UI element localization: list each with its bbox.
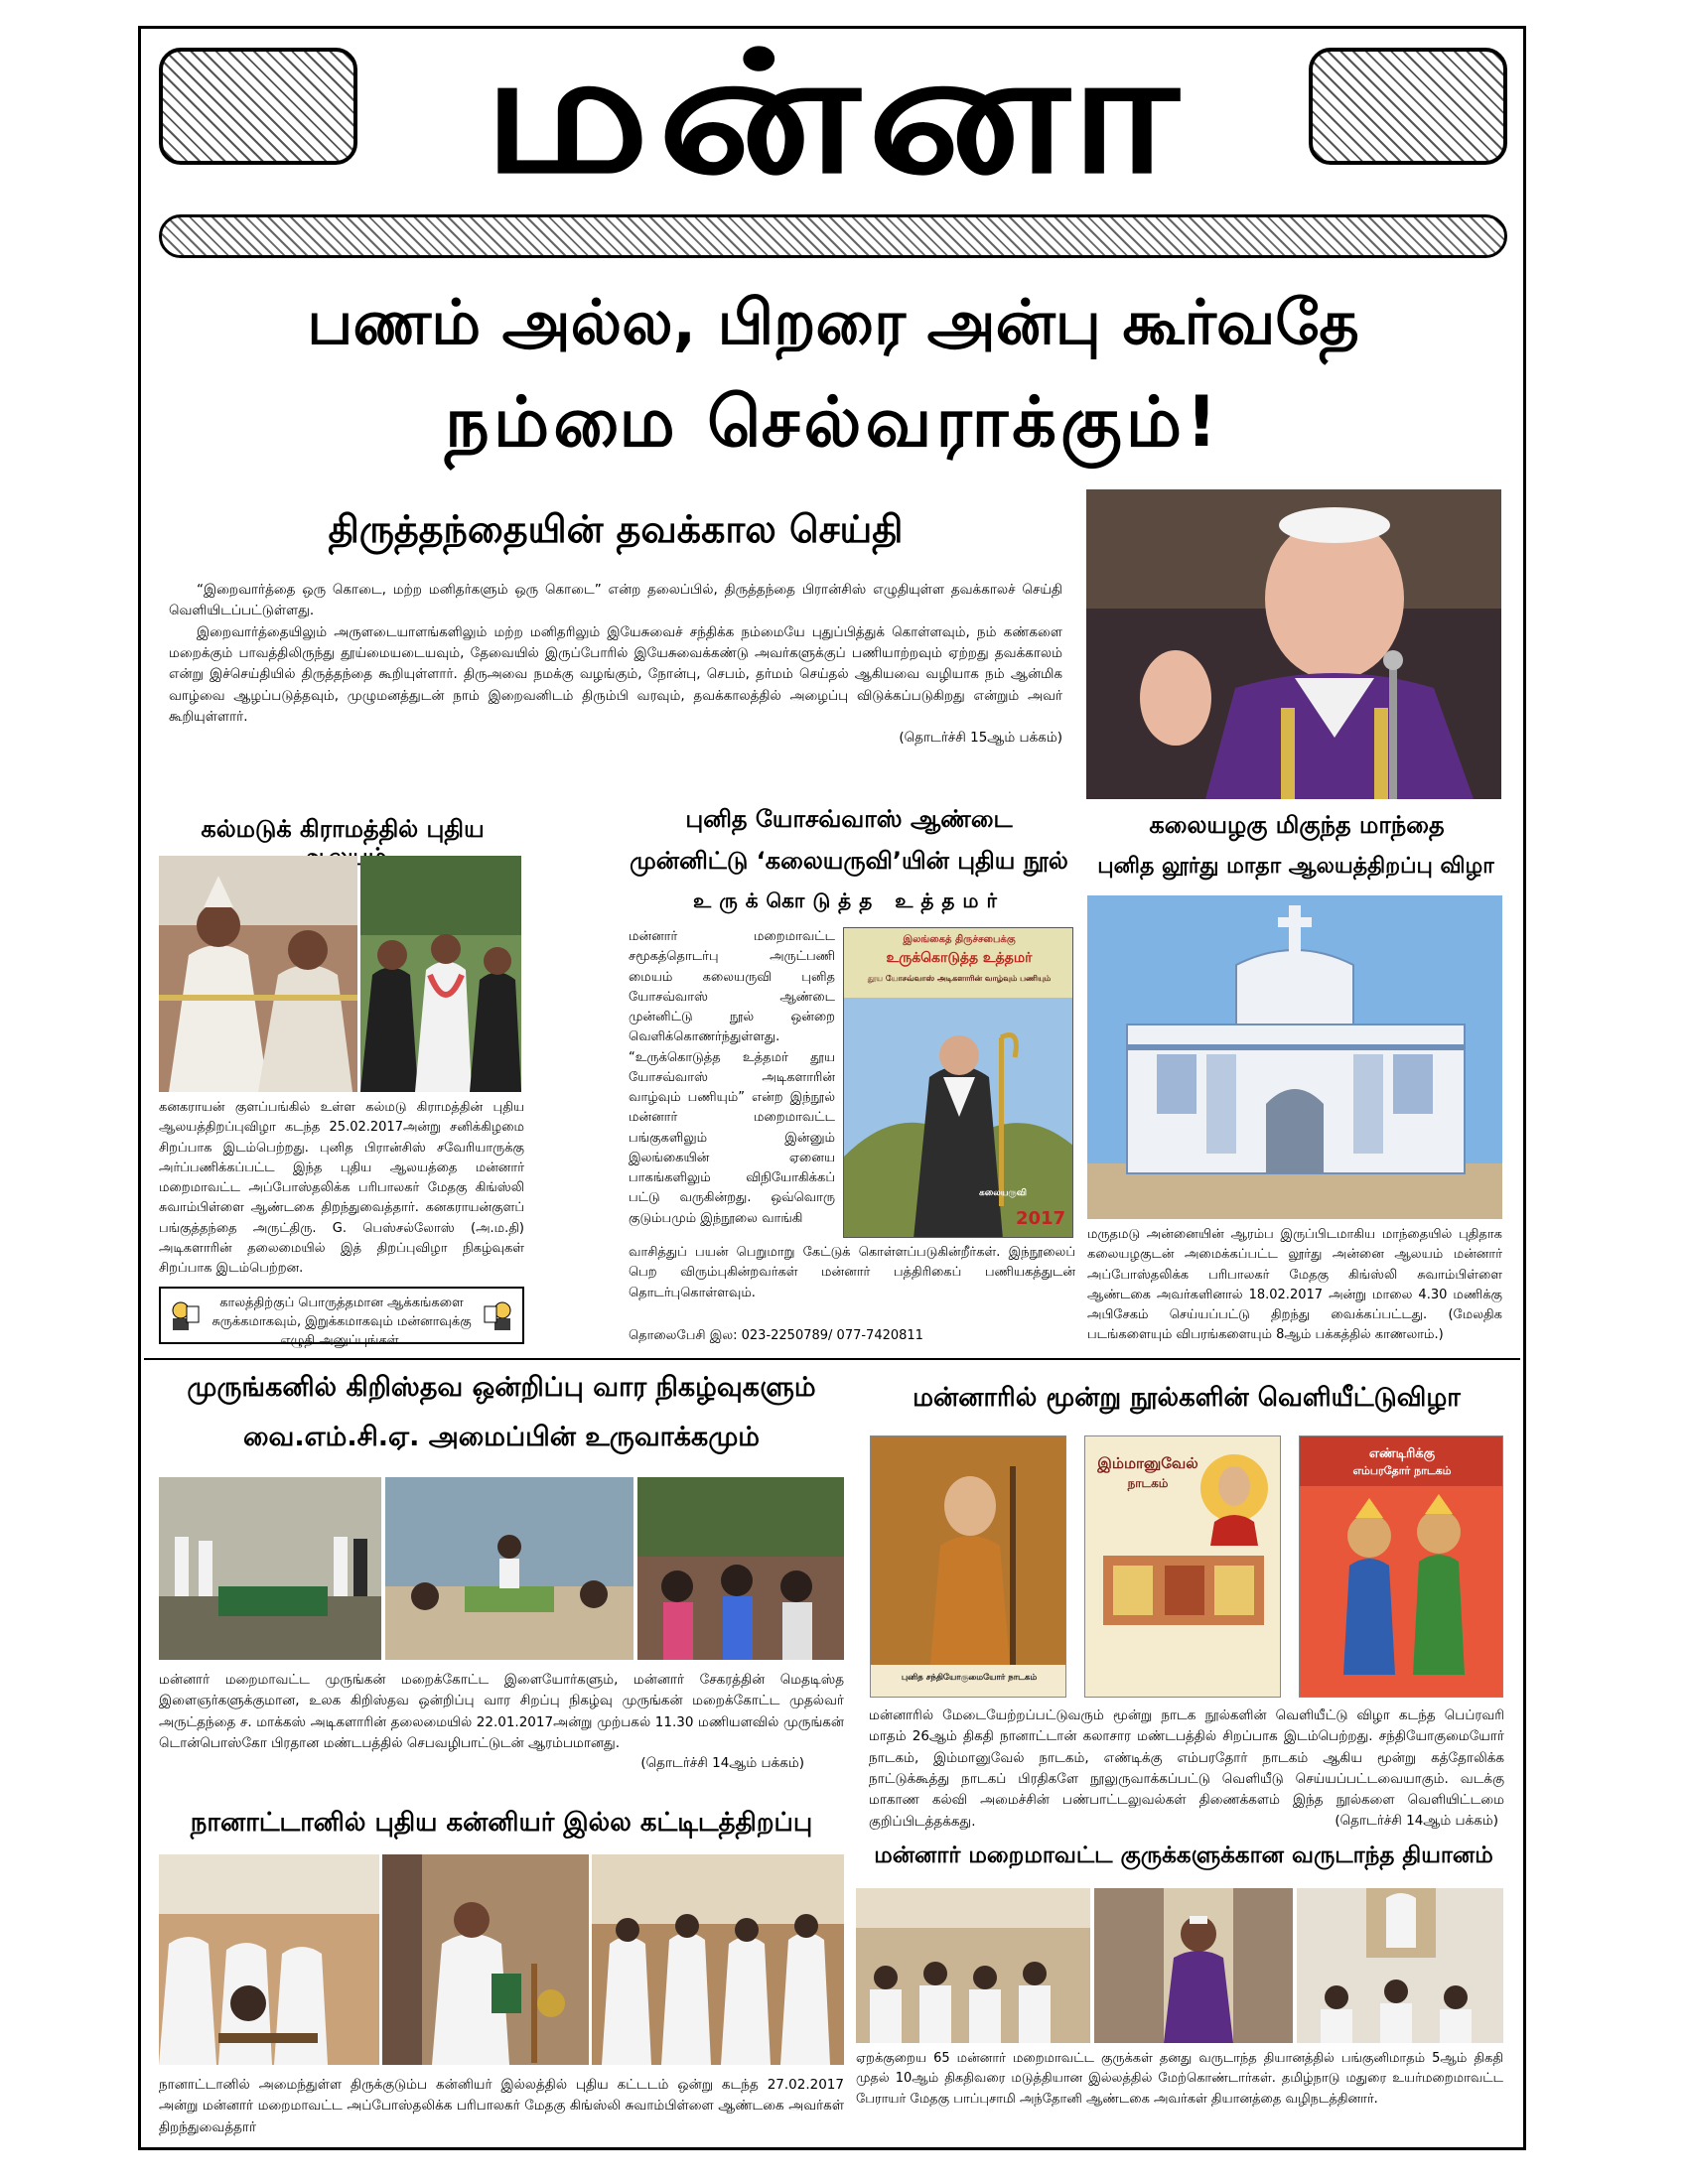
lent-paragraph-1: “இறைவார்த்தை ஒரு கொடை, மற்ற மனிதர்களும் ஒரு கொடை” என்ற தலைப்பில், திருத்தந்தை பிரான்சிஸ் எழுதியுள்ள தவக்காலச் செய்தி வெளியிடப்பட்டுள்ளது.	[169, 582, 1062, 619]
books3-cover1-caption: புனித சந்தியோகுமையோர் நாடகம்	[901, 1673, 1038, 1683]
murunkan-photo-1	[159, 1477, 381, 1660]
writer-cartoon-left-icon	[167, 1298, 201, 1332]
church-photo	[1087, 895, 1502, 1219]
retreat-photo-2	[1094, 1888, 1293, 2043]
books3-article: மன்னாரில் மேடையேற்றப்பட்டுவரும் மூன்று நாடக நூல்களின் வெளியீட்டு விழா கடந்த பெப்ரவரி மாதம் 26ஆம் திகதி நானாட்டான் கலாசார மண்டபத்தில் சிறப்பாக இடம்பெற்றது. சந்தியோகுமையோர் நாடகம், இம்மானுவேல் நாடகம், எண்டிக்கு எம்பரதோர் நாடகம் ஆகிய மூன்று கத்தோலிக்க நாட்டுக்கூத்து நாடகப் பிரதிகளே நூலுருவாக்கப்பட்டு வெளியீடு செய்யப்பட்டவையாகும். வடக்கு மாகாண கல்வி அமைச்சின் பண்பாட்டலுவல்கள் திணைக்களம் இந்த நூல்களை வெளியிட்டமை குறிப்பிடத்தக்கது.	[869, 1707, 1504, 1830]
book-subtitle: உருக்கொடுத்த உத்தமர்	[693, 888, 1005, 912]
book-cover-subtitle: தூய யோசவ்வாஸ் அடிகளாரின் வாழ்வும் பணியும்	[867, 974, 1052, 983]
kalmadu-notice-text: காலத்திற்குப் பொருத்தமான ஆக்கங்களை சுருக்கமாகவும், இறுக்கமாகவும் மன்னாவுக்கு எழுதி அனுப்புங்கள்.	[211, 1296, 472, 1348]
retreat-heading: மன்னார் மறைமாவட்ட குருக்களுக்கான வருடாந்த தியானம்	[874, 1843, 1493, 1868]
main-headline-line2: நம்மை செல்வராக்கும்!	[444, 381, 1222, 463]
books3-heading: மன்னாரில் மூன்று நூல்களின் வெளியீட்டுவிழா	[913, 1383, 1461, 1413]
books3-cover3-title: எண்டிரிக்கு	[1368, 1446, 1436, 1461]
lent-continued: (தொடர்ச்சி 15ஆம் பக்கம்)	[899, 730, 1062, 747]
kalmadu-photo-ribbon	[159, 856, 357, 1092]
main-headline-line1: பணம் அல்ல, பிறரை அன்பு கூர்வதே	[307, 286, 1359, 358]
convent-photo-1	[159, 1854, 379, 2065]
books3-continued: (தொடர்ச்சி 14ஆம் பக்கம்)	[1335, 1813, 1498, 1829]
lent-paragraph-2: இறைவார்த்தையிலும் அருளடையாளங்களிலும் மற்ற மனிதரிலும் இயேசுவைச் சந்திக்க நம்மையே புதுப்பித்துக் கொள்ளவும், நம் கண்களை மறைக்கும் பாவத்திலிருந்து தூய்மையடையவும், தேவையில் இருப்போரில் இயேசுவைக்கண்டு அவர்களுக்குப் பணியாற்றவும் ஏற்றது தவக்காலம் என்று இச்செய்தியில் திருத்தந்தை கூறியுள்ளார். திருஅவை நமக்கு வழங்கும், நோன்பு, செபம், தர்மம் செய்தல் ஆகியவை வழியாக நம் ஆன்மிக வாழ்வை ஆழப்படுத்தவும், முழுமனத்துடன் நாம் இறைவனிடம் திரும்பி வரவும், தவக்காலத்தில் அழைப்பு விடுக்கப்படுகிறது என்றும் அவர் கூறியுள்ளார்.	[169, 623, 1062, 725]
convent-article: நானாட்டானில் அமைந்துள்ள திருக்குடும்ப கன்னியர் இல்லத்தில் புதிய கட்டடம் ஒன்று கடந்த 27.02.2017 அன்று மன்னார் மறைமாவட்ட அப்போஸ்தலிக்க பரிபாலகர் மேதகு கிங்ஸ்லி சுவாம்பிள்ளை ஆண்டகை அவர்கள் திறந்துவைத்தார்	[159, 2077, 844, 2135]
writer-cartoon-right-icon	[483, 1298, 516, 1332]
retreat-article: ஏறக்குறைய 65 மன்னார் மறைமாவட்ட குருக்கள் தனது வருடாந்த தியானத்தில் பங்குனிமாதம் 5ஆம் திகதி முதல் 10ஆம் திகதிவரை மடுத்தியான இல்லத்தில் மேற்கொண்டார்கள். தமிழ்நாடு மதுரை உயர்மறைமாவட்ட பேராயர் மேதகு பாப்புசாமி அந்தோனி ஆண்டகை அவர்கள் தியானத்தை வழிநடத்தினார்.	[856, 2051, 1503, 2107]
kalmadu-heading: கல்மடுக் கிராமத்தில் புதிய	[201, 815, 485, 843]
book-heading-line2: முன்னிட்டு ‘கலையருவி’யின் புதிய நூல்	[630, 847, 1068, 875]
book-cover-year: 2017	[1015, 1208, 1066, 1229]
church-heading-line2: புனித லூர்து மாதா ஆலயத்திறப்பு விழா	[1097, 854, 1494, 879]
church-article: மருதமடு அன்னையின் ஆரம்ப இருப்பிடமாகிய மாந்தையில் புதிதாக கலையழகுடன் அமைக்கப்பட்ட லூர்து அன்னை ஆலயம் மன்னார் அப்போஸ்தலிக்க பரிபாலகர் மேதகு கிங்ஸ்லி சுவாம்பிள்ளை ஆண்டகை அவர்களினால் 18.02.2017 அன்று மாலை 4.30 மணிக்கு அபிசேகம் செய்யப்பட்டு திறந்து வைக்கப்பட்டது. (மேலதிக படங்களையும் விபரங்களையும் 8ஆம் பக்கத்தில் காணலாம்.)	[1087, 1227, 1502, 1343]
murunkan-heading-line1: முருங்கனில் கிறிஸ்தவ ஒன்றிப்பு வார நிகழ்வுகளும்	[187, 1372, 816, 1403]
section-divider	[144, 1358, 1520, 1360]
book-cover-publisher: கலையருவி	[978, 1188, 1028, 1198]
retreat-photo-3	[1297, 1888, 1503, 2043]
kalmadu-notice-box	[159, 1287, 524, 1348]
books3-cover-santhiyogu	[870, 1435, 1066, 1698]
books3-cover3-subtitle: எம்பரதோர் நாடகம்	[1352, 1464, 1452, 1477]
book-cover-title: உருக்கொடுத்த உத்தமர்	[886, 950, 1033, 966]
book-heading-line1: புனித யோசவ்வாஸ் ஆண்டை	[685, 805, 1013, 833]
church-heading-line1: கலையழகு மிகுந்த மாந்தை	[1149, 811, 1445, 839]
book-cover-top-text: இலங்கைத் திருச்சபைக்கு	[903, 934, 1016, 945]
murunkan-continued: (தொடர்ச்சி 14ஆம் பக்கம்)	[640, 1755, 804, 1771]
books3-cover2-subtitle: நாடகம்	[1127, 1476, 1169, 1490]
convent-photo-3	[592, 1854, 844, 2065]
book-article-wide: வாசித்துப் பயன் பெறுமாறு கேட்டுக் கொள்ளப்படுகின்றீர்கள். இந்நூலைப் பெற விரும்புகின்றவர்கள் மன்னார் பத்திரிகைப் பணியகத்துடன் தொடர்புகொள்ளவும்.	[629, 1245, 1075, 1300]
masthead-divider	[159, 214, 1507, 258]
lent-article	[169, 580, 1062, 750]
book-phone: தொலைபேசி இல: 023-2250789/ 077-7420811	[629, 1328, 923, 1343]
masthead-title: மன்னா	[482, 16, 1187, 210]
pope-photo	[1086, 489, 1501, 799]
murunkan-article: மன்னார் மறைமாவட்ட முருங்கன் மறைக்கோட்ட இளையோர்களும், மன்னார் சேகரத்தின் மெதடிஸ்த இளைஞர்களுக்குமான, உலக கிறிஸ்தவ ஒன்றிப்பு வார சிறப்பு நிகழ்வு முருங்கன் மறைக்கோட்ட முதல்வர் அருட்தந்தை ச. மாக்கஸ் அடிகளாரின் தலைமையில் 22.01.2017அன்று முற்பகல் 11.30 மணியளவில் முருங்கன் டொன்பொஸ்கோ பிரதான மண்டபத்தில் செபவழிபாட்டுடன் ஆரம்பமானது.	[159, 1672, 844, 1751]
books3-cover-endirikku	[1299, 1435, 1503, 1698]
lent-heading: திருத்தந்தையின் தவக்கால செய்தி	[328, 507, 904, 551]
kalmadu-article: கனகராயன் குளப்பங்கில் உள்ள கல்மடு கிராமத்தின் புதிய ஆலயத்திறப்புவிழா கடந்த 25.02.2017அன்று சனிக்கிழமை சிறப்பாக இடம்பெற்றது. புனித பிரான்சிஸ் சவேரியாருக்கு அர்ப்பணிக்கப்பட்ட இந்த புதிய ஆலயத்தை மன்னார் மறைமாவட்ட அப்போஸ்தலிக்க பரிபாலகர் மேதகு கிங்ஸ்லி சுவாம்பிள்ளை ஆண்டகை திறந்துவைத்தார். கனகராயன்குளப் பங்குத்தந்தை அருட்திரு. G. பெஸ்சல்லோஸ் (அ.ம.தி) அடிகளாரின் தலைமையில் இத் திறப்புவிழா நிகழ்வுகள் சிறப்பாக இடம்பெற்றன.	[159, 1100, 524, 1277]
book-cover-urukoduththa	[843, 927, 1073, 1238]
book-article-narrow: மன்னார் மறைமாவட்ட சமூகத்தொடர்பு அருட்பணி மையம் கலையருவி புனித யோசவ்வாஸ் ஆண்டை முன்னிட்டு நூல் ஒன்றை வெளிக்கொணர்ந்துள்ளது. “உருக்கொடுத்த உத்தமர் தூய யோசவ்வாஸ் அடிகளாரின் வாழ்வும் பணியும்” என்ற இந்நூல் மன்னார் மறைமாவட்ட பங்குகளிலும் இன்னும் இலங்கையின் ஏனைய பாகங்களிலும் விநியோகிக்கப் பட்டு வருகின்றது. ஒவ்வொரு குடும்பமும் இந்நூலை வாங்கி	[629, 929, 835, 1226]
books3-cover2-title: இம்மானுவேல்	[1097, 1454, 1198, 1472]
kalmadu-photo-clergy	[360, 856, 521, 1092]
books3-cover-immanuvel	[1084, 1435, 1281, 1698]
murunkan-heading-line2: வை.எம்.சி.ஏ. அமைப்பின் உருவாக்கமும்	[242, 1422, 761, 1452]
retreat-photo-1	[856, 1888, 1090, 2043]
convent-photo-2	[382, 1854, 589, 2065]
murunkan-photo-2	[385, 1477, 633, 1660]
murunkan-photo-3	[637, 1477, 844, 1660]
convent-heading: நானாட்டானில் புதிய கன்னியர் இல்ல கட்டிடத்திறப்பு	[190, 1808, 813, 1838]
